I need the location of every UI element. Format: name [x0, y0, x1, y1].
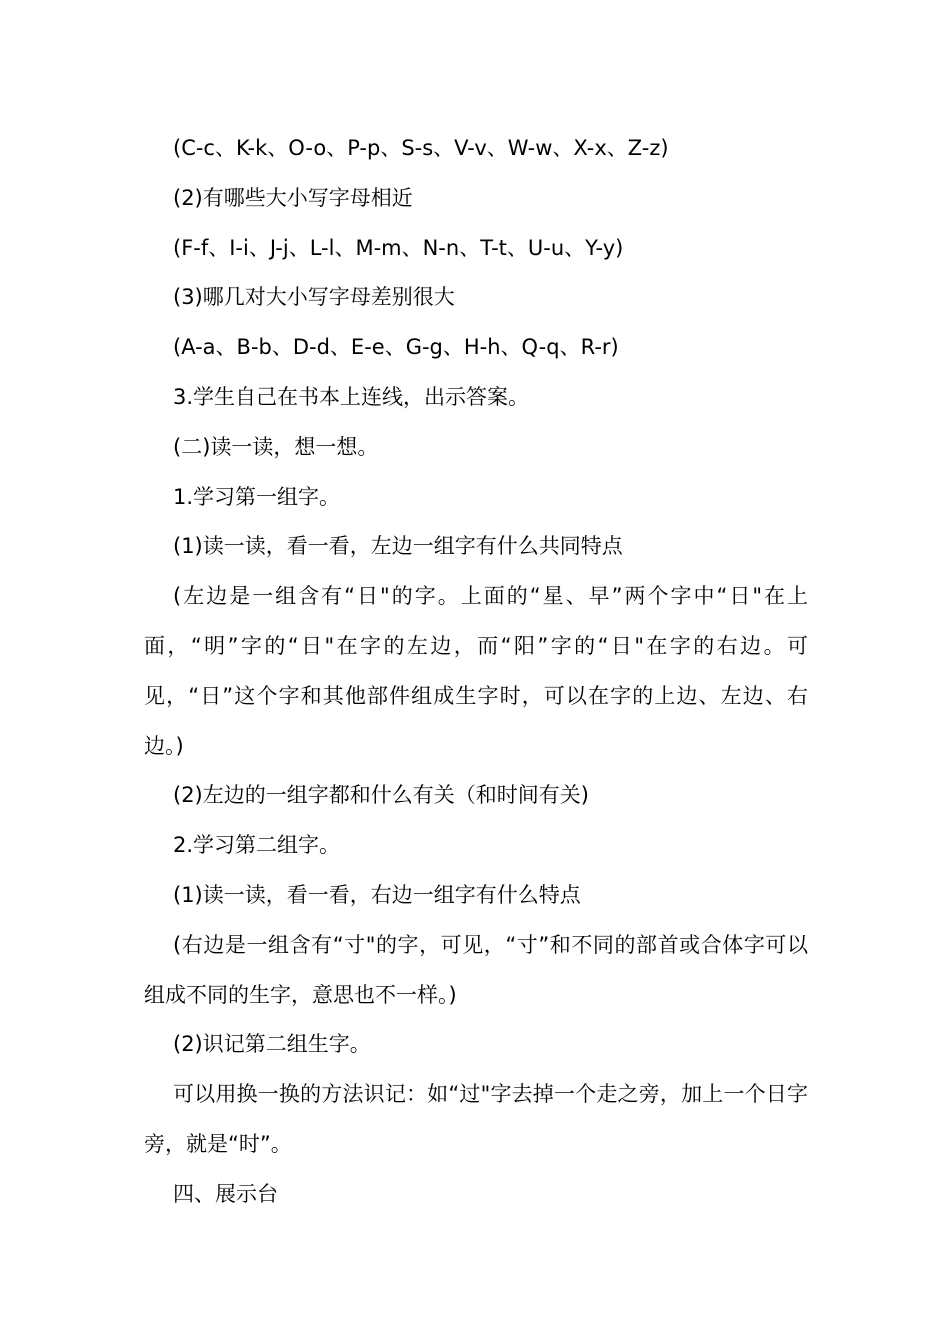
- question-3: (3)哪几对大小写字母差别很大: [173, 285, 455, 310]
- group-2-question-1: (1)读一读，看一看，右边一组字有什么特点: [173, 882, 581, 907]
- group-1-explanation: (左边是一组含有“日"的字。上面的“星、早”两个字中“日"在上面，“明”字的“日"在字的左边，而“阳”字的“日"在字的右边。可见，“日”这个字和其他部件组成生字时，可以在字的上边、左边、右边。): [144, 584, 808, 758]
- answer-close-letters: (F-f、I-i、J-j、L-l、M-m、N-n、T-t、U-u、Y-y): [173, 235, 624, 260]
- group-2-question-2: (2)识记第二组生字。: [173, 1032, 371, 1057]
- answer-similar-shape-letters: (C-c、K-k、O-o、P-p、S-s、V-v、W-w、X-x、Z-z): [173, 136, 669, 160]
- group-2-heading: 2.学习第二组字。: [173, 833, 341, 858]
- group-1-question-1: (1)读一读，看一看，左边一组字有什么共同特点: [173, 534, 623, 559]
- document-page: [144, 124, 808, 1220]
- answer-different-letters: (A-a、B-b、D-d、E-e、G-g、H-h、Q-q、R-r): [173, 335, 619, 360]
- section-read-think-heading: (二)读一读，想一想。: [173, 434, 379, 459]
- question-2: (2)有哪些大小写字母相近: [173, 185, 413, 210]
- group-1-question-2: (2)左边的一组字都和什么有关（和时间有关): [173, 783, 589, 808]
- group-2-explanation: (右边是一组含有“寸"的字，可见，“寸”和不同的部首或合体字可以组成不同的生字，意思也不一样。): [144, 932, 808, 1007]
- step-3: 3.学生自己在书本上连线，出示答案。: [173, 384, 530, 409]
- section-showcase-heading: 四、展示台: [173, 1181, 278, 1206]
- memorization-method: 可以用换一换的方法识记：如“过"字去掉一个走之旁，加上一个日字旁，就是“时”。: [144, 1082, 808, 1156]
- group-1-heading: 1.学习第一组字。: [173, 484, 341, 509]
